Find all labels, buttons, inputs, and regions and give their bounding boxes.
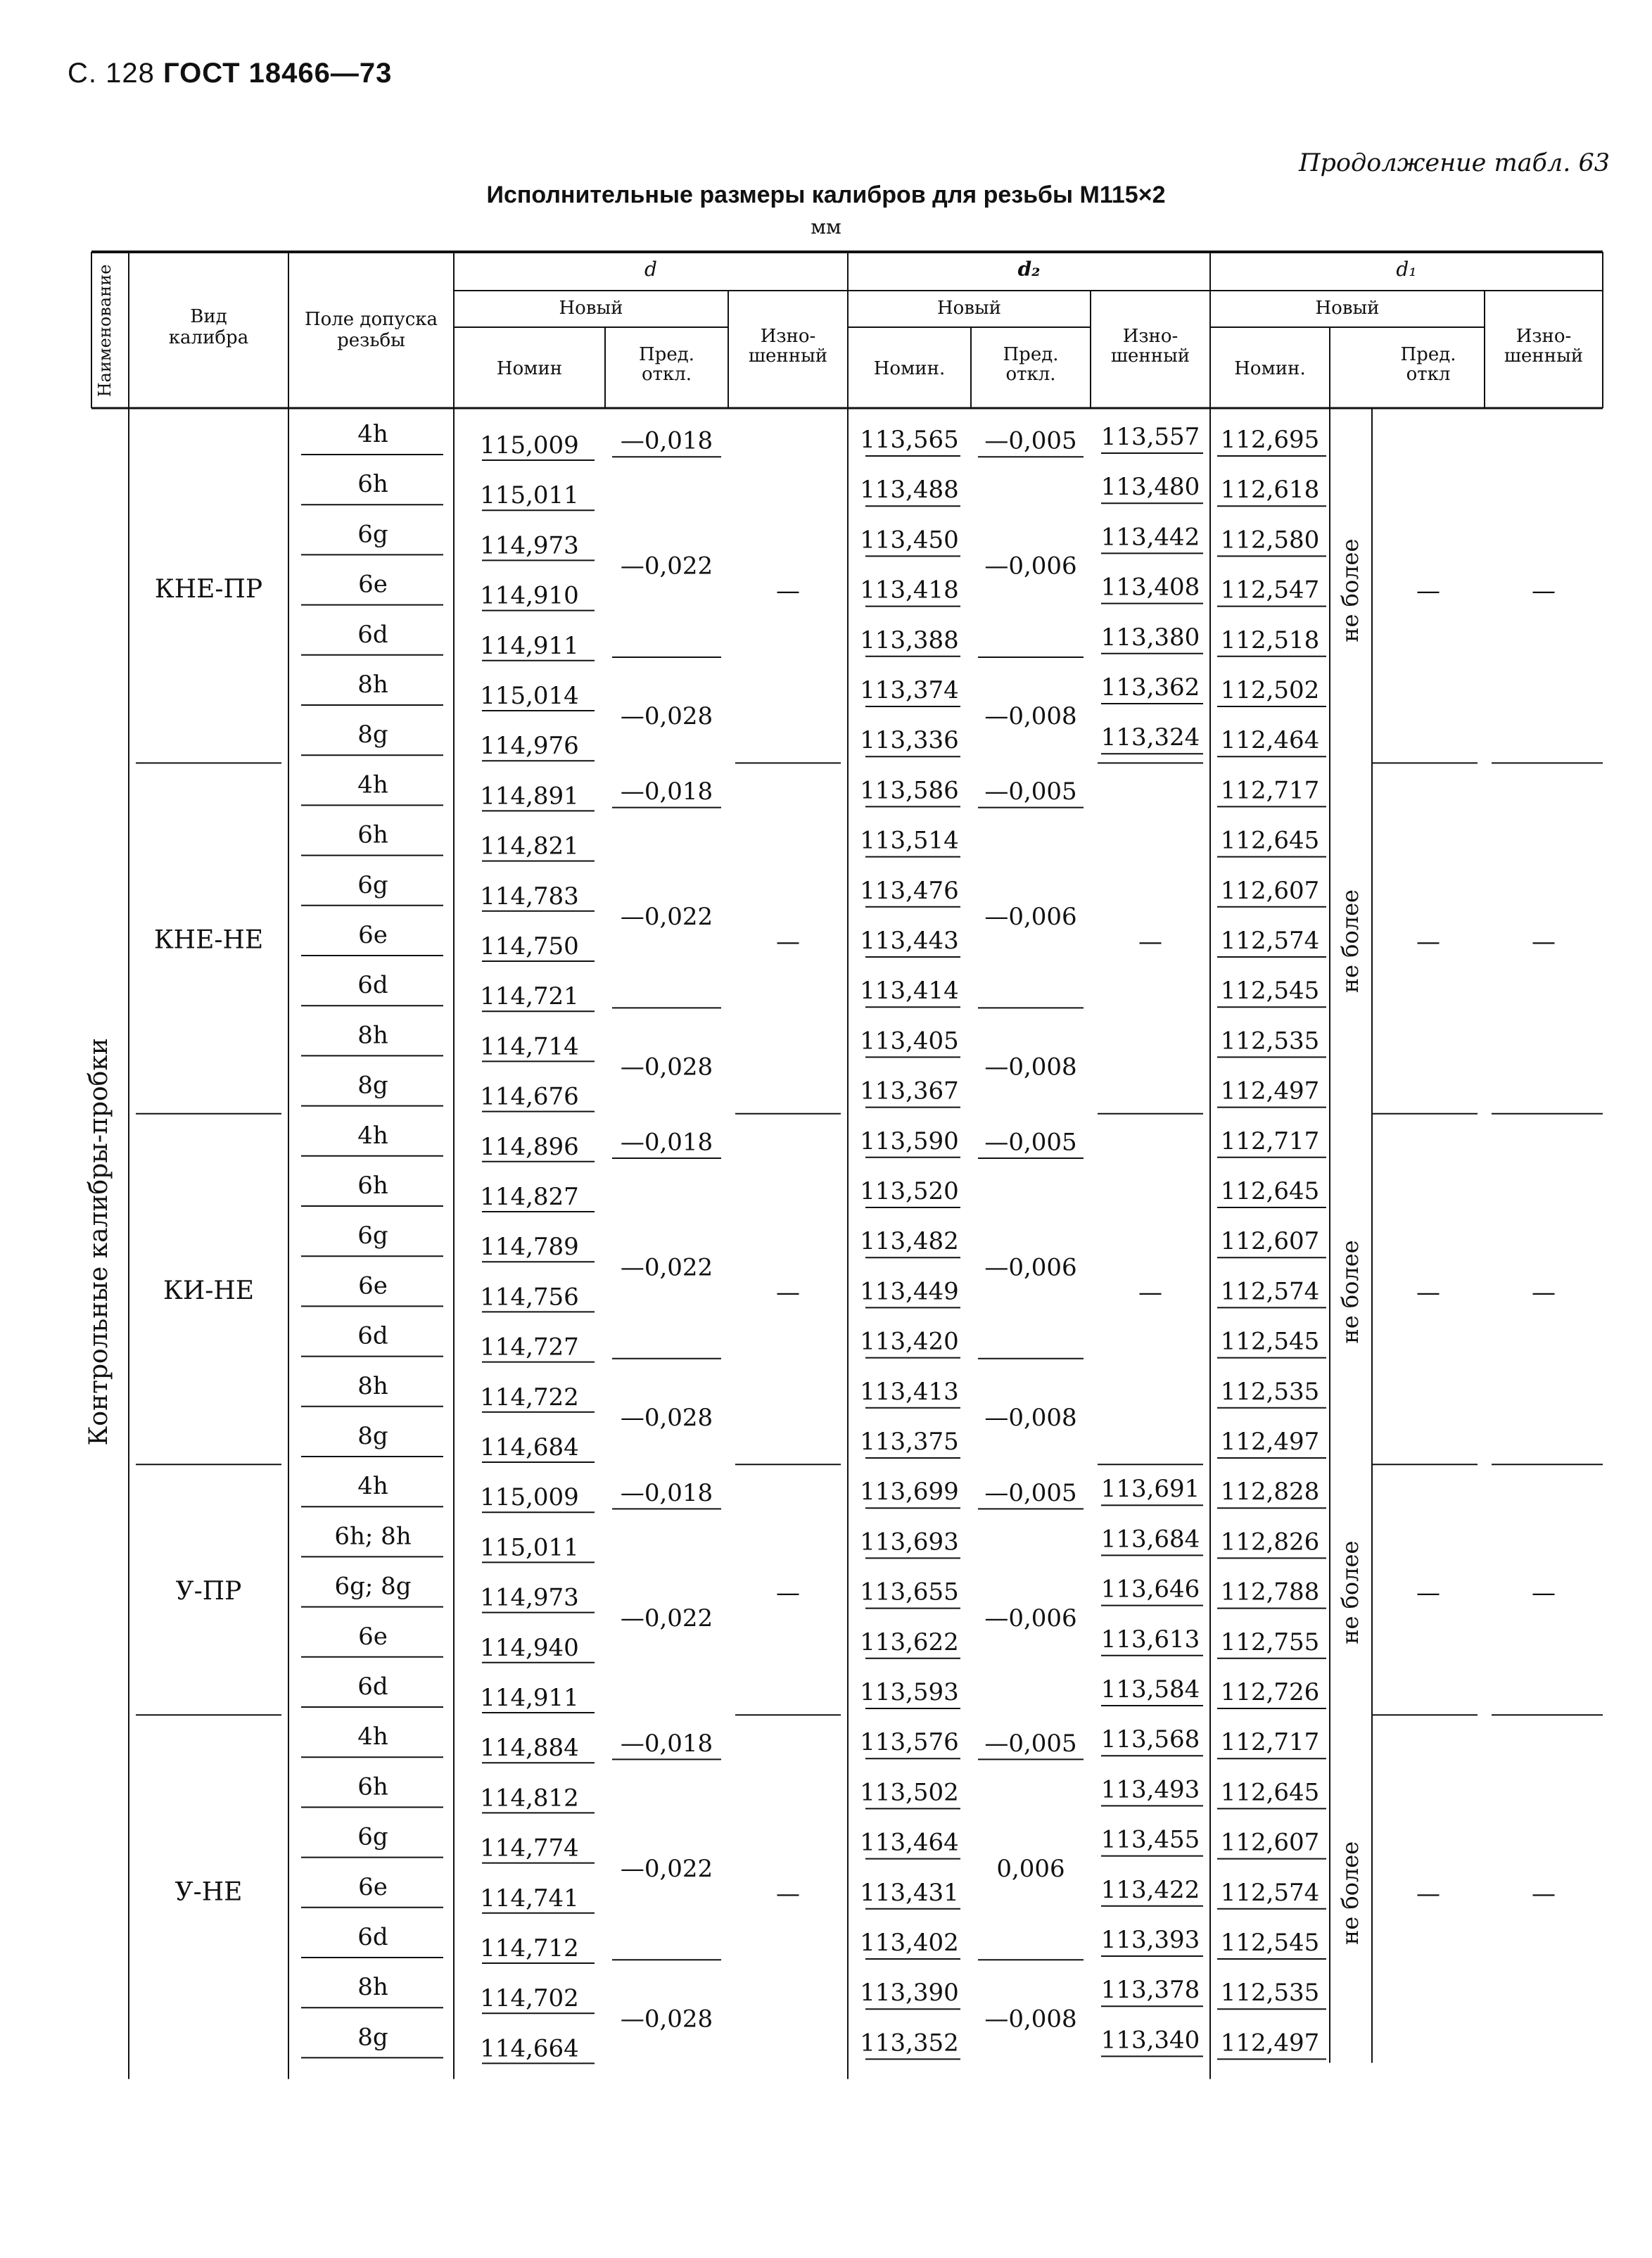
d2-nominal: 113,443 xyxy=(860,927,959,955)
d-deviation: —0,022 xyxy=(620,903,713,931)
d2-deviation: —0,005 xyxy=(984,426,1077,455)
tolerance-field: 6d xyxy=(357,1923,388,1951)
d-nominal: 114,664 xyxy=(480,2034,579,2063)
d2-nominal: 113,420 xyxy=(860,1327,959,1356)
d-nominal: 114,884 xyxy=(480,1734,579,1763)
d2-worn: 113,480 xyxy=(1100,473,1200,502)
d-nominal: 114,727 xyxy=(480,1333,579,1362)
d-nominal: 114,783 xyxy=(480,882,579,911)
d1-nominal: 112,545 xyxy=(1220,1327,1320,1356)
d2-nominal: 113,576 xyxy=(860,1728,959,1757)
header-tolerance-2: резьбы xyxy=(337,330,405,351)
d2-deviation: —0,005 xyxy=(984,778,1077,806)
d2-nominal: 113,388 xyxy=(860,626,959,654)
d-nominal: 114,976 xyxy=(480,732,579,761)
d2-worn: 113,646 xyxy=(1100,1575,1200,1604)
d-nominal: 114,684 xyxy=(480,1433,579,1461)
header-nominal-d: Номин xyxy=(496,358,563,379)
tolerance-field: 6e xyxy=(358,1872,388,1901)
d2-nominal: 113,336 xyxy=(860,726,959,755)
tolerance-field: 8g xyxy=(357,721,388,749)
d-nominal: 115,011 xyxy=(480,1533,579,1562)
header-dev-d2-2: откл. xyxy=(1005,364,1056,385)
tolerance-field: 4h xyxy=(357,420,388,448)
d-deviation: —0,022 xyxy=(620,552,713,581)
d2-nominal: 113,374 xyxy=(860,676,959,704)
d1-nominal: 112,717 xyxy=(1220,1127,1320,1155)
tolerance-field: 4h xyxy=(357,1723,388,1751)
d-nominal: 114,812 xyxy=(480,1784,579,1813)
table-title: Исполнительные размеры калибров для резьбы М115×2 xyxy=(486,182,1166,208)
d1-nominal: 112,645 xyxy=(1220,1778,1320,1807)
d-nominal: 114,774 xyxy=(480,1834,579,1863)
d2-nominal: 113,431 xyxy=(860,1878,959,1907)
d-deviation: —0,018 xyxy=(620,1478,713,1507)
d2-worn: 113,362 xyxy=(1100,673,1200,702)
d1-nominal: 112,580 xyxy=(1220,526,1320,554)
d-nominal: 115,011 xyxy=(480,481,579,510)
header-dev-d1-1: Пред. xyxy=(1400,344,1456,365)
d2-nominal: 113,449 xyxy=(860,1277,959,1306)
header-dev-d-2: откл. xyxy=(641,364,692,385)
d-nominal: 115,014 xyxy=(480,682,579,710)
tolerance-field: 6d xyxy=(357,1673,388,1701)
d2-nominal: 113,488 xyxy=(860,476,959,505)
d2-nominal: 113,418 xyxy=(860,576,959,604)
d-deviation: —0,028 xyxy=(620,2005,713,2034)
header-worn-d2-1: Изно- xyxy=(1122,326,1178,347)
d1-dev-dash: — xyxy=(1416,1579,1440,1608)
d-worn-dash: — xyxy=(776,927,800,956)
tolerance-field: 8g xyxy=(357,1071,388,1100)
d2-nominal: 113,655 xyxy=(860,1578,959,1606)
tolerance-field: 8h xyxy=(357,1371,388,1400)
d-nominal: 114,714 xyxy=(480,1032,579,1061)
tolerance-field: 6d xyxy=(357,1321,388,1350)
d1-dev-dash: — xyxy=(1416,1879,1440,1908)
d2-nominal: 113,450 xyxy=(860,526,959,554)
d-nominal: 114,741 xyxy=(480,1884,579,1913)
tolerance-field: 6g xyxy=(357,1222,388,1250)
tolerance-field: 8g xyxy=(357,1422,388,1450)
gauge-type-label: КНЕ-ПР xyxy=(154,575,263,604)
tolerance-field: 8h xyxy=(357,1973,388,2002)
gauge-type-label: У-ПР xyxy=(175,1577,242,1606)
d1-nominal: 112,574 xyxy=(1220,927,1320,955)
page-number: С. 128 xyxy=(68,58,155,89)
d2-deviation: —0,006 xyxy=(984,552,1077,581)
header-new-d1: Новый xyxy=(1315,298,1380,319)
d1-nominal: 112,607 xyxy=(1220,876,1320,905)
d-nominal: 114,911 xyxy=(480,1684,579,1712)
d2-nominal: 113,476 xyxy=(860,876,959,905)
d-nominal: 114,702 xyxy=(480,1984,579,2013)
d-deviation: —0,028 xyxy=(620,1053,713,1082)
d1-nominal: 112,535 xyxy=(1220,1979,1320,2008)
d1-worn-dash: — xyxy=(1532,577,1556,606)
d2-nominal: 113,390 xyxy=(860,1979,959,2008)
d-nominal: 114,756 xyxy=(480,1283,579,1312)
d1-nominal: 112,618 xyxy=(1220,476,1320,505)
d1-nominal: 112,497 xyxy=(1220,2029,1320,2057)
d-nominal: 114,721 xyxy=(480,982,579,1011)
d-deviation: —0,018 xyxy=(620,426,713,455)
d-nominal: 114,676 xyxy=(480,1082,579,1111)
not-more-label: не более xyxy=(1337,889,1364,994)
gauge-type-label: КИ-НЕ xyxy=(163,1276,255,1305)
d1-nominal: 112,545 xyxy=(1220,1929,1320,1957)
d1-worn-dash: — xyxy=(1532,1579,1556,1608)
d2-nominal: 113,464 xyxy=(860,1828,959,1857)
header-worn-d1-1: Изно- xyxy=(1516,326,1572,347)
d-nominal: 114,821 xyxy=(480,832,579,861)
d1-nominal: 112,545 xyxy=(1220,977,1320,1006)
d1-nominal: 112,574 xyxy=(1220,1878,1320,1907)
d-nominal: 114,896 xyxy=(480,1132,579,1161)
tolerance-field: 6h xyxy=(357,820,388,849)
d1-nominal: 112,574 xyxy=(1220,1277,1320,1306)
not-more-label: не более xyxy=(1337,538,1364,642)
d-deviation: —0,028 xyxy=(620,702,713,731)
d-nominal: 114,789 xyxy=(480,1233,579,1262)
d2-deviation: —0,006 xyxy=(984,1604,1077,1632)
d-worn-dash: — xyxy=(776,1279,800,1307)
d2-nominal: 113,352 xyxy=(860,2029,959,2057)
header-gauge-type-2: калибра xyxy=(168,327,249,348)
tolerance-field: 4h xyxy=(357,770,388,799)
d2-worn: 113,422 xyxy=(1100,1875,1200,1904)
d1-worn-dash: — xyxy=(1532,1879,1556,1908)
d1-nominal: 112,828 xyxy=(1220,1478,1320,1507)
d2-nominal: 113,514 xyxy=(860,826,959,855)
d-deviation: —0,022 xyxy=(620,1604,713,1632)
header-worn-d2-2: шенный xyxy=(1110,345,1190,367)
tolerance-field: 6h xyxy=(357,470,388,499)
d1-nominal: 112,497 xyxy=(1220,1077,1320,1105)
d1-dev-dash: — xyxy=(1416,1279,1440,1307)
tolerance-field: 6h; 8h xyxy=(334,1522,412,1551)
tolerance-field: 6h xyxy=(357,1172,388,1200)
tolerance-field: 8h xyxy=(357,671,388,699)
d2-nominal: 113,590 xyxy=(860,1127,959,1155)
d1-nominal: 112,695 xyxy=(1220,426,1320,454)
d2-worn: 113,684 xyxy=(1100,1525,1200,1554)
tolerance-field: 6e xyxy=(358,921,388,949)
d2-deviation: —0,006 xyxy=(984,1253,1077,1282)
header-dev-d2-1: Пред. xyxy=(1003,344,1059,365)
d2-worn: 113,340 xyxy=(1100,2026,1200,2055)
tolerance-field: 6e xyxy=(358,570,388,599)
d2-nominal: 113,502 xyxy=(860,1778,959,1807)
d1-dev-dash: — xyxy=(1416,577,1440,606)
d-worn-dash: — xyxy=(776,577,800,606)
d-nominal: 114,911 xyxy=(480,631,579,660)
d2-worn: 113,380 xyxy=(1100,623,1200,652)
header-dev-d-1: Пред. xyxy=(639,344,694,365)
d2-worn: 113,584 xyxy=(1100,1675,1200,1704)
d2-deviation: —0,005 xyxy=(984,1729,1077,1758)
d2-deviation: —0,008 xyxy=(984,1053,1077,1082)
d-deviation: —0,022 xyxy=(620,1854,713,1883)
d1-nominal: 112,826 xyxy=(1220,1528,1320,1556)
d1-nominal: 112,547 xyxy=(1220,576,1320,604)
d-nominal: 114,973 xyxy=(480,1583,579,1612)
d1-nominal: 112,607 xyxy=(1220,1227,1320,1256)
d-worn-dash: — xyxy=(776,1879,800,1908)
d2-worn: 113,378 xyxy=(1100,1976,1200,2005)
tolerance-field: 8h xyxy=(357,1021,388,1050)
d-nominal: 114,722 xyxy=(480,1383,579,1412)
d-nominal: 114,891 xyxy=(480,782,579,811)
d1-dev-dash: — xyxy=(1416,927,1440,956)
d-deviation: —0,018 xyxy=(620,1128,713,1157)
d1-nominal: 112,645 xyxy=(1220,826,1320,855)
tolerance-field: 6g; 8g xyxy=(334,1572,412,1601)
d2-nominal: 113,586 xyxy=(860,776,959,805)
d-nominal: 114,750 xyxy=(480,932,579,960)
d-nominal: 114,827 xyxy=(480,1183,579,1211)
tolerance-field: 6h xyxy=(357,1772,388,1801)
d2-nominal: 113,482 xyxy=(860,1227,959,1256)
tolerance-field: 6d xyxy=(357,620,388,649)
d2-nominal: 113,693 xyxy=(860,1528,959,1556)
header-d: d xyxy=(644,258,657,281)
d-nominal: 115,009 xyxy=(480,431,579,459)
d2-nominal: 113,405 xyxy=(860,1027,959,1055)
d2-deviation: —0,008 xyxy=(984,1404,1077,1432)
d2-worn: 113,557 xyxy=(1100,423,1200,451)
d1-worn-dash: — xyxy=(1532,927,1556,956)
header-nominal-d1: Номин. xyxy=(1234,358,1306,379)
d1-nominal: 112,518 xyxy=(1220,626,1320,654)
d2-worn: 113,613 xyxy=(1100,1625,1200,1654)
header-d2: d₂ xyxy=(1017,258,1041,281)
d2-nominal: 113,565 xyxy=(860,426,959,454)
d2-nominal: 113,375 xyxy=(860,1428,959,1456)
not-more-label: не более xyxy=(1337,1240,1364,1344)
tolerance-field: 6g xyxy=(357,520,388,549)
d-deviation: —0,018 xyxy=(620,1729,713,1758)
d1-nominal: 112,726 xyxy=(1220,1678,1320,1706)
header-dev-d1-2: откл xyxy=(1406,364,1451,385)
d2-nominal: 113,622 xyxy=(860,1628,959,1656)
d1-nominal: 112,755 xyxy=(1220,1628,1320,1656)
d1-nominal: 112,607 xyxy=(1220,1828,1320,1857)
unit-label: мм xyxy=(811,215,841,239)
d2-nominal: 113,699 xyxy=(860,1478,959,1507)
not-more-label: не более xyxy=(1337,1841,1364,1945)
header-new-d: Новый xyxy=(559,298,623,319)
header-tolerance-1: Поле допуска xyxy=(304,309,438,330)
d2-nominal: 113,520 xyxy=(860,1177,959,1205)
d2-deviation: —0,005 xyxy=(984,1128,1077,1157)
header-worn-d1-2: шенный xyxy=(1504,345,1584,367)
d2-deviation: —0,008 xyxy=(984,702,1077,731)
d2-worn: 113,408 xyxy=(1100,573,1200,602)
d1-nominal: 112,717 xyxy=(1220,1728,1320,1757)
tolerance-field: 6e xyxy=(358,1271,388,1300)
d2-worn: 113,493 xyxy=(1100,1775,1200,1804)
d2-worn-dash: — xyxy=(1138,1279,1162,1307)
gauge-type-label: КНЕ-НЕ xyxy=(153,925,264,955)
gauge-type-label: У-НЕ xyxy=(174,1877,243,1907)
standard-number: ГОСТ 18466—73 xyxy=(163,58,393,89)
d1-nominal: 112,535 xyxy=(1220,1377,1320,1406)
d2-nominal: 113,593 xyxy=(860,1678,959,1706)
d2-worn: 113,442 xyxy=(1100,523,1200,552)
tolerance-field: 6d xyxy=(357,971,388,1000)
header-worn-d-2: шенный xyxy=(748,345,828,367)
d-deviation: —0,028 xyxy=(620,1404,713,1432)
header-name: Наименование xyxy=(95,264,115,398)
not-more-label: не более xyxy=(1337,1540,1364,1644)
d2-worn: 113,393 xyxy=(1100,1926,1200,1954)
d2-worn: 113,324 xyxy=(1100,723,1200,752)
d1-nominal: 112,645 xyxy=(1220,1177,1320,1205)
d2-deviation: —0,006 xyxy=(984,903,1077,931)
d1-nominal: 112,464 xyxy=(1220,726,1320,755)
tolerance-field: 4h xyxy=(357,1472,388,1501)
header-worn-d-1: Изно- xyxy=(760,326,816,347)
d-nominal: 114,712 xyxy=(480,1934,579,1962)
tolerance-field: 6g xyxy=(357,1822,388,1851)
table-continuation-note: Продолжение табл. 63 xyxy=(1299,149,1610,177)
d2-worn-dash: — xyxy=(1138,927,1162,956)
d2-deviation: —0,008 xyxy=(984,2005,1077,2034)
tolerance-field: 4h xyxy=(357,1121,388,1150)
header-new-d2: Новый xyxy=(937,298,1001,319)
d-deviation: —0,022 xyxy=(620,1253,713,1282)
d2-nominal: 113,367 xyxy=(860,1077,959,1105)
d-nominal: 115,009 xyxy=(480,1483,579,1512)
d1-worn-dash: — xyxy=(1532,1279,1556,1307)
d-nominal: 114,973 xyxy=(480,531,579,560)
tolerance-field: 6g xyxy=(357,870,388,899)
d1-nominal: 112,788 xyxy=(1220,1578,1320,1606)
d1-nominal: 112,535 xyxy=(1220,1027,1320,1055)
d1-nominal: 112,717 xyxy=(1220,776,1320,805)
header-nominal-d2: Номин. xyxy=(873,358,946,379)
d2-deviation: 0,006 xyxy=(996,1854,1065,1883)
d1-nominal: 112,497 xyxy=(1220,1428,1320,1456)
tolerance-field: 6e xyxy=(358,1622,388,1651)
tolerance-field: 8g xyxy=(357,2023,388,2052)
d-deviation: —0,018 xyxy=(620,778,713,806)
d2-nominal: 113,414 xyxy=(860,977,959,1006)
header-gauge-type-1: Вид xyxy=(190,306,227,327)
d2-deviation: —0,005 xyxy=(984,1478,1077,1507)
d-nominal: 114,910 xyxy=(480,581,579,610)
d2-nominal: 113,413 xyxy=(860,1377,959,1406)
category-label: Контрольные калибры-пробки xyxy=(84,1038,113,1446)
d-nominal: 114,940 xyxy=(480,1633,579,1662)
d-worn-dash: — xyxy=(776,1579,800,1608)
d2-nominal: 113,402 xyxy=(860,1929,959,1957)
d2-worn: 113,568 xyxy=(1100,1725,1200,1754)
header-d1: d₁ xyxy=(1396,258,1417,281)
d1-nominal: 112,502 xyxy=(1220,676,1320,704)
d2-worn: 113,455 xyxy=(1100,1825,1200,1854)
d2-worn: 113,691 xyxy=(1100,1475,1200,1504)
